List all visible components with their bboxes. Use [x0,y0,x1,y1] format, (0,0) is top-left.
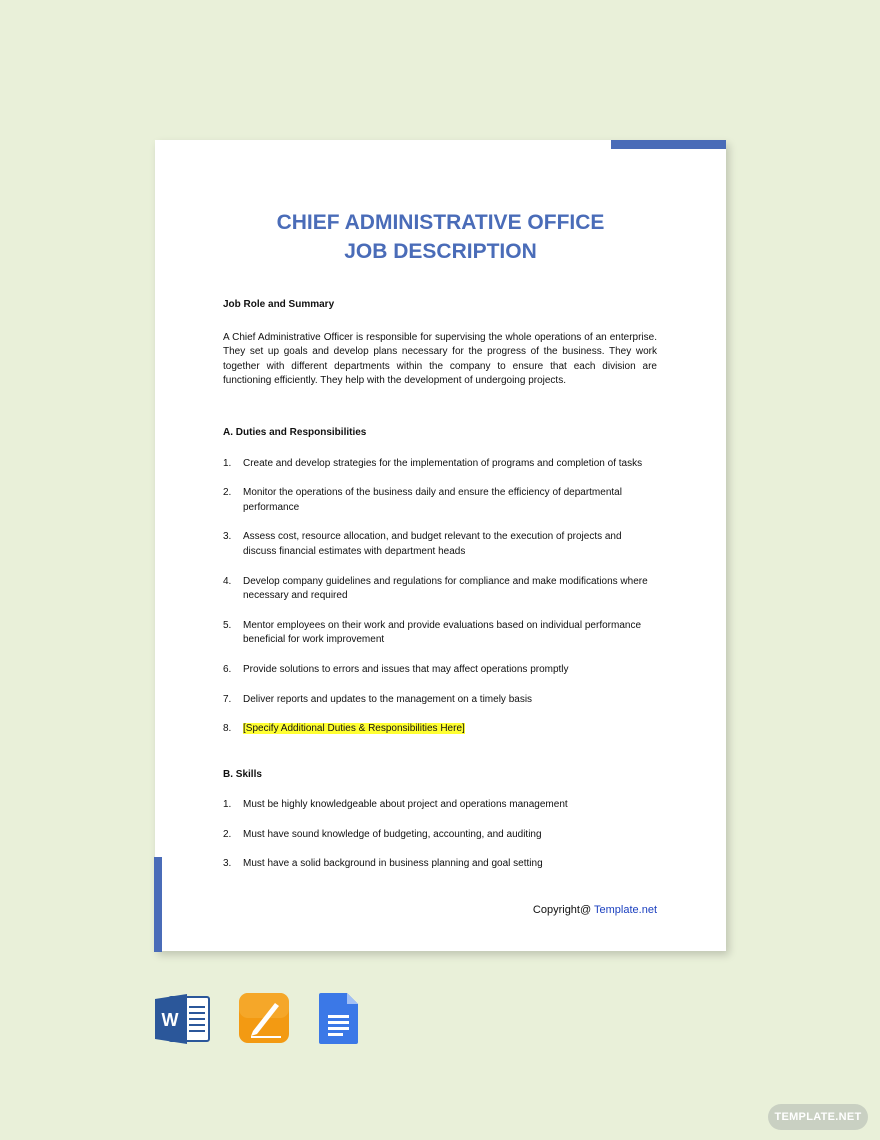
document-title [155,208,726,266]
copyright-line: Copyright@ Template.net [532,904,657,916]
title-line-1: CHIEF ADMINISTRATIVE OFFICE [276,211,605,234]
list-item: 1. Must be highly knowledgeable about project and operations management [223,799,568,811]
top-accent-bar [611,140,726,149]
list-item: 1. Create and develop strategies for the implementation of programs and completion of tasks [223,457,643,469]
summary-heading: Job Role and Summary [223,299,335,310]
list-item: 3. Assess cost, resource allocation, and budget relevant to the execution of projects and discuss financial estimates with department heads [223,531,622,557]
list-item: 4. Develop company guidelines and regulations for compliance and make modifications where necessary and required [223,575,648,602]
word-icon[interactable] [155,993,211,1045]
skills-list [223,798,657,872]
list-item: 3. Must have a solid background in business planning and goal setting [223,858,543,870]
pages-icon[interactable] [239,993,291,1045]
list-item: 7. Deliver reports and updates to the management on a timely basis [223,693,533,705]
list-item: 2. Must have sound knowledge of budgeting, accounting, and auditing [223,828,542,840]
google-docs-icon[interactable] [318,993,360,1045]
document-body [223,298,657,887]
summary-text: A Chief Administrative Officer is responsible for supervising the whole operations of an enterprise. They set up goals and develop plans necessary for the progress of the business. They work together with different departments within the company to ensure that each division are functioning efficiently. They help with the development of undergoing projects. [223,331,657,387]
title-line-2: JOB DESCRIPTION [344,240,537,263]
template-net-badge[interactable]: TEMPLATE.NET [768,1104,868,1130]
placeholder-highlight: [Specify Additional Duties & Responsibilities Here] [243,723,465,735]
skills-heading: B. Skills [223,768,262,780]
list-item: 2. Monitor the operations of the business daily and ensure the efficiency of departmental performance [223,487,622,513]
list-item: 6. Provide solutions to errors and issues that may affect operations promptly [223,663,569,675]
svg-text:W: W [161,1010,179,1030]
list-item: 8. [Specify Additional Duties & Responsibilities Here] [223,723,465,735]
duties-heading: A. Duties and Responsibilities [223,426,367,438]
template-link[interactable]: Template.net [594,904,657,916]
duties-list [223,457,657,737]
list-item: 5. Mentor employees on their work and provide evaluations based on individual performance beneficial for work improvement [223,619,642,646]
